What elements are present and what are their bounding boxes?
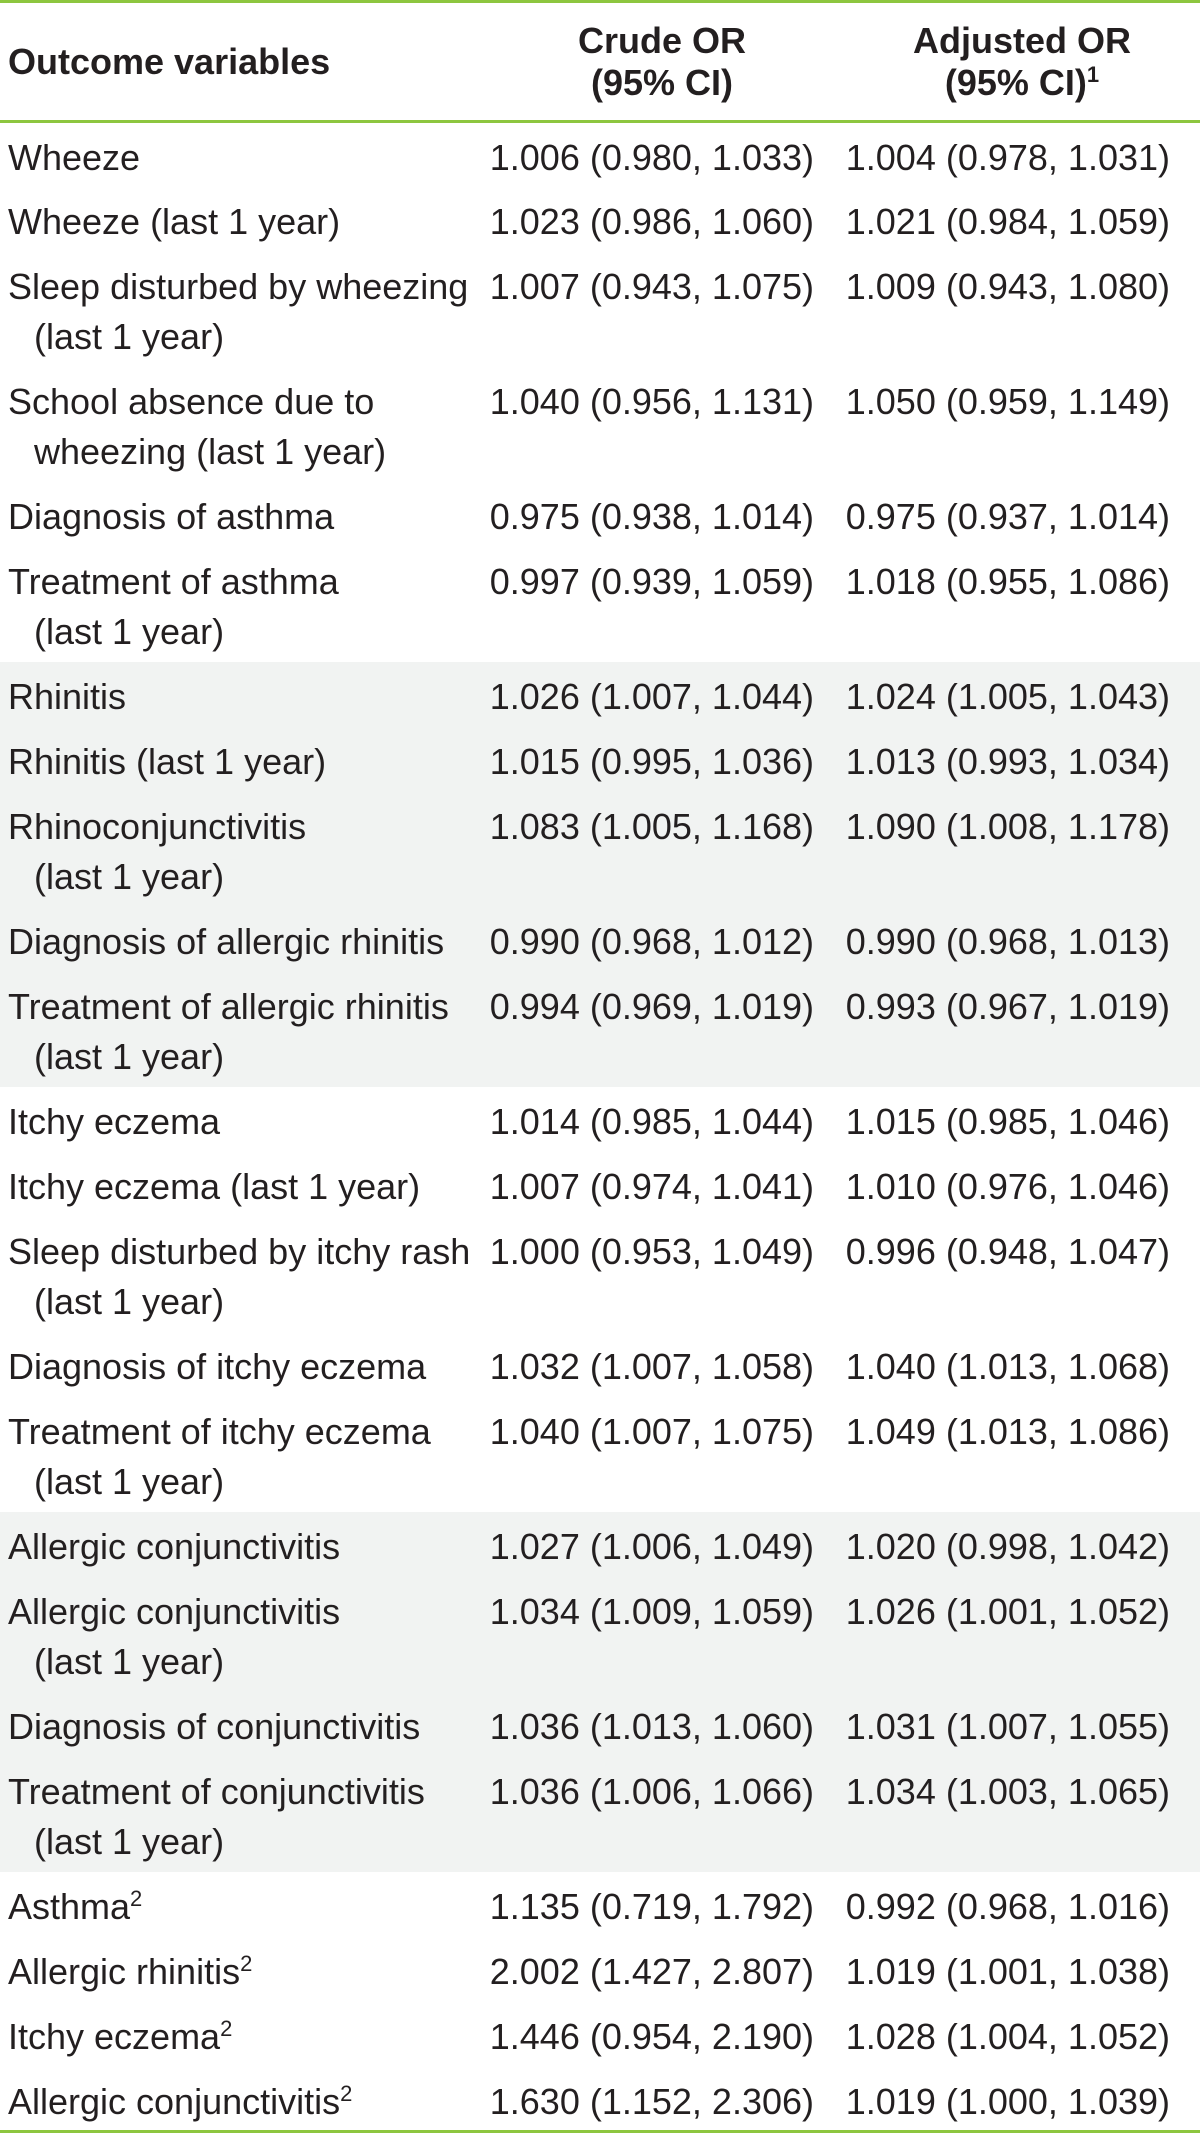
adjusted-or-cell: 1.013 (0.993, 1.034) (844, 727, 1200, 792)
table-header (0, 2, 1200, 122)
outcome-name: Itchy eczema (8, 2015, 221, 2057)
table-row (0, 367, 1200, 482)
outcome-name-continuation: wheezing (last 1 year) (34, 430, 387, 472)
table-row (0, 482, 1200, 547)
outcome-variable-cell (0, 1512, 480, 1577)
table-row (0, 727, 1200, 792)
header-outcome-label: Outcome variables (8, 40, 331, 82)
table-row (0, 1152, 1200, 1217)
adjusted-or-cell: 1.034 (1.003, 1.065) (844, 1757, 1200, 1872)
outcome-variable-cell (0, 187, 480, 252)
outcome-variable-cell (0, 1577, 480, 1692)
table-row (0, 1332, 1200, 1397)
crude-or-cell: 1.446 (0.954, 2.190) (489, 2015, 814, 2057)
table-row (0, 547, 1200, 662)
outcome-name: Allergic conjunctivitis (8, 1590, 341, 1632)
crude-or-cell: 1.040 (0.956, 1.131) (489, 380, 814, 422)
table-row (0, 1577, 1200, 1692)
outcome-name-continuation: (last 1 year) (34, 1280, 225, 1322)
outcome-variable-cell (0, 972, 480, 1087)
adjusted-or-cell: 1.009 (0.943, 1.080) (845, 265, 1170, 307)
table-row (0, 2002, 1200, 2067)
crude-or-cell: 1.015 (0.995, 1.036) (480, 727, 844, 792)
outcome-name: Allergic rhinitis (8, 1950, 241, 1992)
table-row (0, 1757, 1200, 1872)
outcome-name-continuation: (last 1 year) (34, 1460, 225, 1502)
table-row (0, 1087, 1200, 1152)
footnote-mark: 2 (220, 2015, 233, 2041)
outcome-name: Asthma (8, 1885, 131, 1927)
header-crude-line1: Crude OR (577, 19, 746, 61)
outcome-name: Allergic conjunctivitis (8, 1525, 341, 1567)
crude-or-cell: 1.014 (0.985, 1.044) (489, 1100, 814, 1142)
adjusted-or-cell: 1.090 (1.008, 1.178) (844, 792, 1200, 907)
crude-or-cell: 2.002 (1.427, 2.807) (489, 1950, 814, 1992)
header-row (0, 2, 1200, 122)
outcome-variable-cell (0, 367, 480, 482)
adjusted-or-cell: 1.021 (0.984, 1.059) (845, 200, 1170, 242)
table-row (0, 907, 1200, 972)
crude-or-cell: 1.027 (1.006, 1.049) (480, 1512, 844, 1577)
table-row (0, 662, 1200, 727)
table-row (0, 2067, 1200, 2132)
outcome-name: Diagnosis of asthma (8, 495, 335, 537)
outcome-variable-cell (0, 122, 480, 187)
header-crude-or (480, 2, 844, 122)
table-row (0, 792, 1200, 907)
table-row (0, 252, 1200, 367)
outcome-variable-cell (0, 662, 480, 727)
outcome-variable-cell (0, 547, 480, 662)
outcome-variable-cell (0, 1872, 480, 1937)
outcome-name: Treatment of conjunctivitis (8, 1770, 425, 1812)
crude-or-cell: 1.006 (0.980, 1.033) (489, 137, 814, 178)
outcome-variable-cell (0, 1332, 480, 1397)
table-row (0, 972, 1200, 1087)
crude-or-cell: 0.994 (0.969, 1.019) (480, 972, 844, 1087)
adjusted-or-cell: 1.049 (1.013, 1.086) (845, 1410, 1170, 1452)
outcome-variable-cell (0, 252, 480, 367)
table-body (0, 122, 1200, 2132)
outcome-variable-cell (0, 1087, 480, 1152)
header-adjusted-line1: Adjusted OR (912, 19, 1131, 61)
header-adjusted-or (844, 2, 1200, 122)
table-row (0, 1397, 1200, 1512)
adjusted-or-cell: 1.026 (1.001, 1.052) (844, 1577, 1200, 1692)
table-row (0, 1512, 1200, 1577)
crude-or-cell: 0.990 (0.968, 1.012) (480, 907, 844, 972)
outcome-name: School absence due to (8, 380, 375, 422)
outcome-name-continuation: (last 1 year) (34, 1035, 225, 1077)
footnote-mark: 2 (130, 1885, 143, 1911)
crude-or-cell: 1.032 (1.007, 1.058) (489, 1345, 814, 1387)
outcome-name: Rhinitis (8, 675, 127, 717)
table-row (0, 1217, 1200, 1332)
crude-or-cell: 1.036 (1.013, 1.060) (480, 1692, 844, 1757)
outcome-variable-cell (0, 907, 480, 972)
crude-or-cell: 1.023 (0.986, 1.060) (489, 200, 814, 242)
outcome-name-continuation: (last 1 year) (34, 855, 225, 897)
header-crude-line2: (95% CI) (590, 61, 734, 103)
outcome-variable-cell (0, 1152, 480, 1217)
adjusted-or-cell: 1.024 (1.005, 1.043) (844, 662, 1200, 727)
crude-or-cell: 1.000 (0.953, 1.049) (489, 1230, 814, 1272)
outcome-variable-cell (0, 1757, 480, 1872)
table-row (0, 1692, 1200, 1757)
crude-or-cell: 0.975 (0.938, 1.014) (489, 495, 814, 537)
footnote-mark: 2 (240, 1950, 253, 1976)
outcome-variable-cell (0, 1397, 480, 1512)
outcome-variable-cell (0, 1692, 480, 1757)
outcome-name: Wheeze (8, 137, 141, 178)
outcome-name: Treatment of allergic rhinitis (8, 985, 449, 1027)
adjusted-or-cell: 1.015 (0.985, 1.046) (845, 1100, 1170, 1142)
outcome-name: Sleep disturbed by itchy rash (8, 1230, 471, 1272)
header-adjusted-footnote-mark: 1 (1086, 61, 1100, 87)
outcome-name: Sleep disturbed by wheezing (8, 265, 469, 307)
adjusted-or-cell: 1.040 (1.013, 1.068) (845, 1345, 1170, 1387)
table-row (0, 122, 1200, 187)
outcome-name: Itchy eczema (last 1 year) (8, 1165, 421, 1207)
outcome-name: Diagnosis of conjunctivitis (8, 1705, 421, 1747)
outcome-name: Diagnosis of allergic rhinitis (8, 920, 445, 962)
adjusted-or-cell: 0.975 (0.937, 1.014) (845, 495, 1170, 537)
outcome-name: Wheeze (last 1 year) (8, 200, 341, 242)
adjusted-or-cell: 0.992 (0.968, 1.016) (845, 1885, 1170, 1927)
adjusted-or-cell: 1.050 (0.959, 1.149) (845, 380, 1170, 422)
outcome-name-continuation: (last 1 year) (34, 1640, 225, 1682)
outcome-name: Rhinitis (last 1 year) (8, 740, 327, 782)
crude-or-cell: 1.026 (1.007, 1.044) (480, 662, 844, 727)
outcome-variable-cell (0, 2002, 480, 2067)
crude-or-cell: 1.007 (0.974, 1.041) (489, 1165, 814, 1207)
adjusted-or-cell: 0.990 (0.968, 1.013) (844, 907, 1200, 972)
table-row (0, 1872, 1200, 1937)
outcome-name-continuation: (last 1 year) (34, 315, 225, 357)
outcome-name: Rhinoconjunctivitis (8, 805, 307, 847)
adjusted-or-cell: 1.019 (1.000, 1.039) (845, 2080, 1170, 2122)
adjusted-or-cell: 1.010 (0.976, 1.046) (845, 1165, 1170, 1207)
outcome-name-continuation: (last 1 year) (34, 1820, 225, 1862)
header-adjusted-line2: (95% CI) (944, 61, 1087, 103)
outcome-name: Treatment of asthma (8, 560, 339, 602)
outcome-variable-cell (0, 727, 480, 792)
adjusted-or-cell: 1.020 (0.998, 1.042) (844, 1512, 1200, 1577)
crude-or-cell: 1.034 (1.009, 1.059) (480, 1577, 844, 1692)
crude-or-cell: 1.007 (0.943, 1.075) (489, 265, 814, 307)
crude-or-cell: 1.135 (0.719, 1.792) (489, 1885, 814, 1927)
adjusted-or-cell: 1.031 (1.007, 1.055) (844, 1692, 1200, 1757)
crude-or-cell: 1.036 (1.006, 1.066) (480, 1757, 844, 1872)
outcome-variable-cell (0, 1217, 480, 1332)
header-outcome-variables (0, 2, 480, 122)
outcome-name: Diagnosis of itchy eczema (8, 1345, 427, 1387)
crude-or-cell: 1.083 (1.005, 1.168) (480, 792, 844, 907)
outcome-variable-cell (0, 792, 480, 907)
adjusted-or-cell: 1.004 (0.978, 1.031) (845, 137, 1170, 178)
outcome-name-continuation: (last 1 year) (34, 610, 225, 652)
footnote-mark: 2 (340, 2080, 353, 2106)
outcome-name: Allergic conjunctivitis (8, 2080, 341, 2122)
table-row (0, 187, 1200, 252)
crude-or-cell: 0.997 (0.939, 1.059) (489, 560, 814, 602)
outcome-variable-cell (0, 2067, 480, 2132)
outcome-variable-cell (0, 482, 480, 547)
outcome-name: Itchy eczema (8, 1100, 221, 1142)
adjusted-or-cell: 1.018 (0.955, 1.086) (845, 560, 1170, 602)
adjusted-or-cell: 0.993 (0.967, 1.019) (844, 972, 1200, 1087)
adjusted-or-cell: 0.996 (0.948, 1.047) (845, 1230, 1170, 1272)
outcome-variable-cell (0, 1937, 480, 2002)
outcome-name: Treatment of itchy eczema (8, 1410, 431, 1452)
crude-or-cell: 1.630 (1.152, 2.306) (489, 2080, 814, 2122)
adjusted-or-cell: 1.028 (1.004, 1.052) (845, 2015, 1170, 2057)
table-row (0, 1937, 1200, 2002)
adjusted-or-cell: 1.019 (1.001, 1.038) (845, 1950, 1170, 1992)
crude-or-cell: 1.040 (1.007, 1.075) (489, 1410, 814, 1452)
